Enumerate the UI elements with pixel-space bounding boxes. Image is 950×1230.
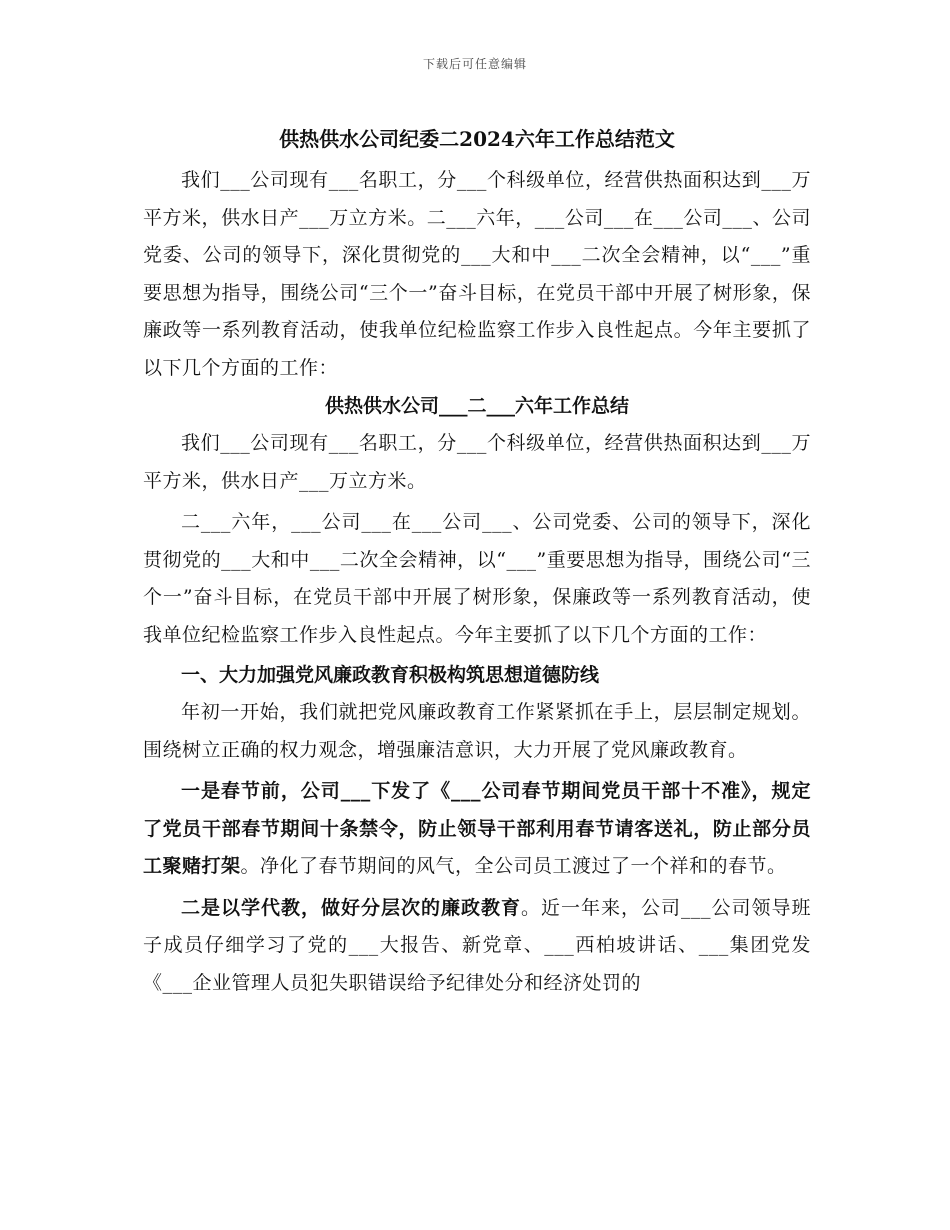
intro-paragraph: 我们___公司现有___名职工，分___个科级单位，经营供热面积达到___万平方米，供水日产___万立方米。二___六年，___公司___在___公司___、公司党委、公司的领导下，深化贯彻党的___大和中___二次全会精神，以“___”重要思想为指导，围绕公司“三个一”奋斗目标，在党员干部中开展了树形象，保廉政等一系列教育活动，使我单位纪检监察工作步入良性起点。今年主要抓了以下几个方面的工作： [143,169,811,379]
heading-education: 一、大力加强党风廉政教育积极构筑思想道德防线 [181,664,600,686]
document-body [143,120,811,1002]
spring-festival-bold: 一是春节前，公司___下发了《___公司春节期间党员干部十不准》，规定了党员干部春节期间十条禁令，防止领导干部利用春节请客送礼，防止部分员工聚赌打架 [143,780,811,877]
paragraph-planning: 年初一开始，我们就把党风廉政教育工作紧紧抓在手上，层层制定规划。围绕树立正确的权力观念，增强廉洁意识，大力开展了党风廉政教育。 [143,701,811,761]
study-rest: 。近一年来，公司___公司领导班子成员仔细学习了党的___大报告、新党章、___西柏坡讲话、___集团党发《___企业管理人员犯失职错误给予纪律处分和经济处罚的 [143,896,811,994]
section-subtitle: 供热供水公司___二___六年工作总结 [324,395,629,417]
paragraph-spring-festival [143,773,811,886]
spring-festival-rest: 。净化了春节期间的风气，全公司员工渡过了一个祥和的春节。 [240,855,787,877]
document-title: 供热供水公司纪委二2024六年工作总结范文 [279,127,675,151]
paragraph-staff: 我们___公司现有___名职工，分___个科级单位，经营供热面积达到___万平方米，供水日产___万立方米。 [143,432,811,492]
study-bold: 二是以学代教，做好分层次的廉政教育 [181,896,521,919]
paragraph-study [143,890,811,1003]
paragraph-overview: 二___六年，___公司___在___公司___、公司党委、公司的领导下，深化贯彻党的___大和中___二次全会精神，以“___”重要思想为指导，围绕公司“三个一”奋斗目标，在党员干部中开展了树形象，保廉政等一系列教育活动，使我单位纪检监察工作步入良性起点。今年主要抓了以下几个方面的工作： [143,511,811,646]
header-note: 下载后可任意编辑 [422,57,527,71]
